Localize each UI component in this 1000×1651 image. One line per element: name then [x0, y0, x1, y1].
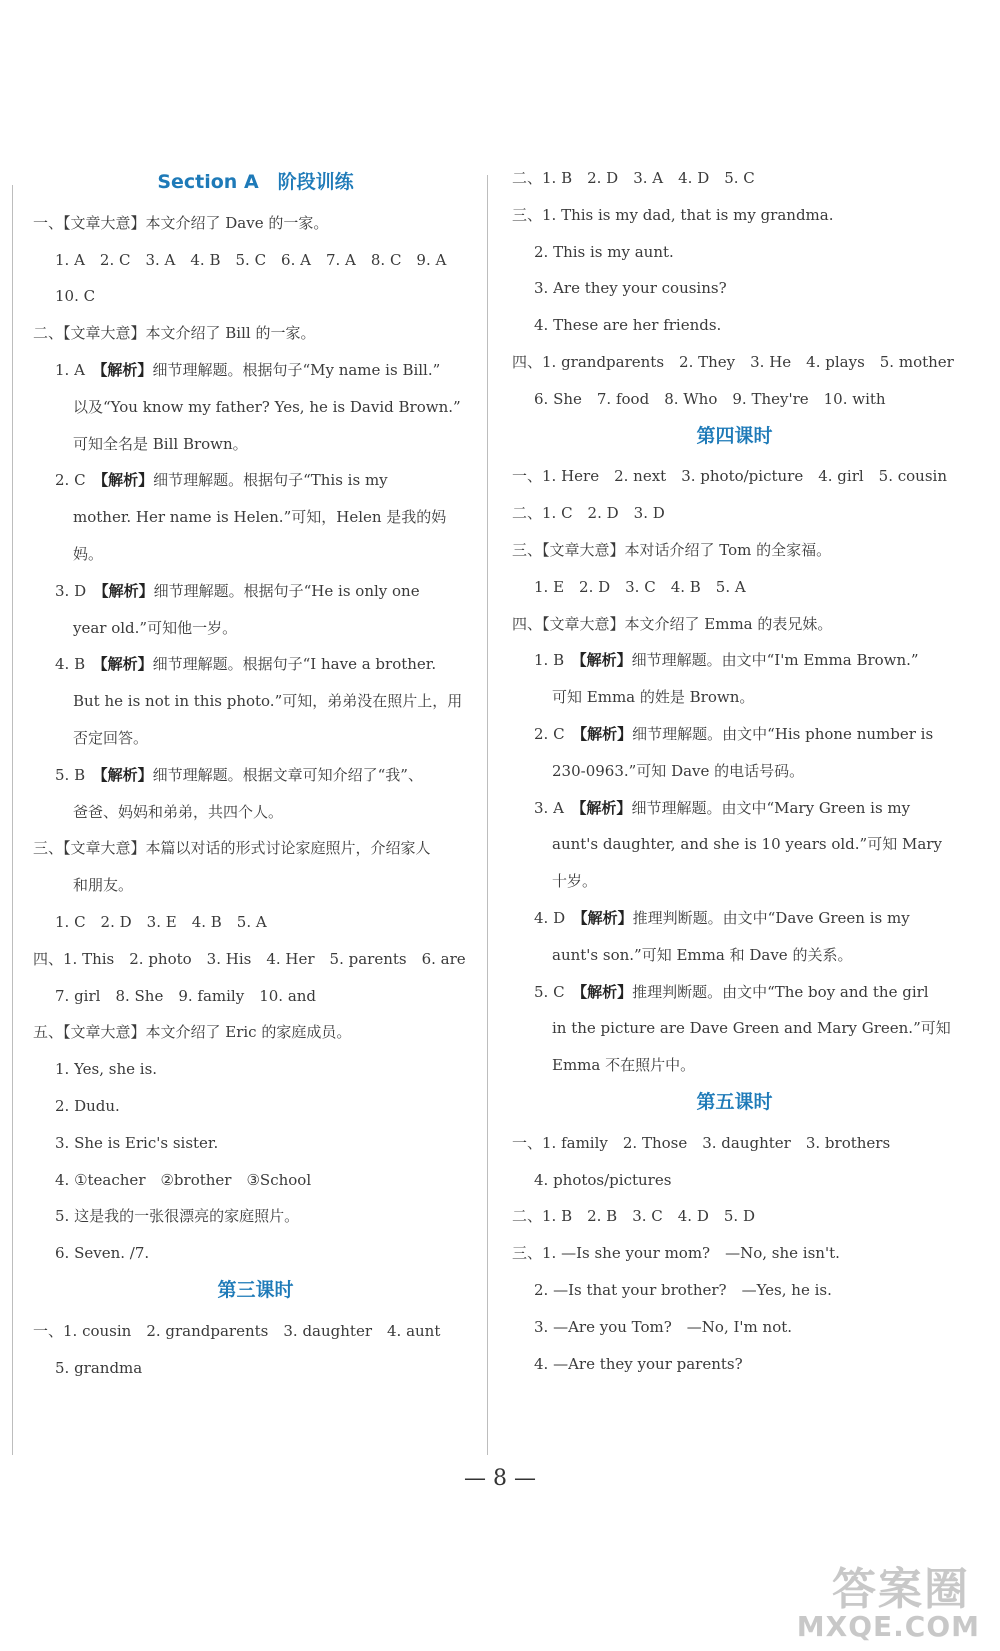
answer-line: mother. Her name is Helen.”可知，Helen 是我的妈	[73, 508, 447, 527]
answer-line: 1. A 2. C 3. A 4. B 5. C 6. A 7. A 8. C 9. A	[55, 250, 447, 269]
watermark-title: 答案圈	[832, 1564, 970, 1615]
analysis-tag: 【解析】	[578, 798, 632, 817]
answer-line: Emma 不在照片中。	[552, 1056, 696, 1075]
answer-line: 2. This is my aunt.	[534, 242, 674, 261]
answer-line	[55, 360, 440, 380]
analysis-text: 细节理解题。根据文章可知介绍了“我”、	[152, 765, 423, 784]
answer-line	[534, 650, 919, 670]
answer-line: 7. girl 8. She 9. family 10. and	[55, 986, 317, 1005]
answer-line: year old.”可知他一岁。	[73, 618, 238, 637]
question-number: 3. A	[534, 798, 579, 817]
answer-line: 可知全名是 Bill Brown。	[73, 434, 248, 453]
answer-line: 以及“You know my father? Yes, he is David Brown.”	[73, 397, 461, 416]
question-number: 1. B	[534, 651, 580, 670]
answer-line: 1. C 2. D 3. E 4. B 5. A	[55, 913, 267, 931]
answer-line: 二、【文章大意】本文介绍了 Bill 的一家。	[33, 324, 316, 343]
answer-line: 一、1. Here 2. next 3. photo/picture 4. girl 5. cousin	[512, 467, 947, 486]
answer-line: 三、【文章大意】本对话介绍了 Tom 的全家福。	[512, 541, 832, 559]
analysis-tag: 【解析】	[101, 581, 154, 600]
question-number: 4. D	[534, 909, 581, 927]
answer-line: 6. Seven. /7.	[55, 1244, 150, 1263]
section-heading: 第五课时	[696, 1091, 773, 1113]
answer-line: 4. ①teacher ②brother ③School	[55, 1170, 312, 1189]
answer-line: 四、1. grandparents 2. They 3. He 4. plays 5. mother	[512, 353, 954, 371]
answer-line: 6. She 7. food 8. Who 9. They're 10. with	[534, 389, 886, 408]
watermark-url: MXQE.COM	[796, 1610, 980, 1643]
answer-line: 3. Are they your cousins?	[534, 279, 727, 298]
analysis-tag: 【解析】	[100, 655, 153, 674]
answer-line: 二、1. C 2. D 3. D	[512, 504, 665, 523]
analysis-tag: 【解析】	[579, 651, 632, 670]
answer-line: 一、【文章大意】本文介绍了 Dave 的一家。	[33, 213, 329, 232]
answer-line: 二、1. B 2. D 3. A 4. D 5. C	[512, 169, 755, 187]
answer-line: 三、1. —Is she your mom? —No, she isn't.	[512, 1244, 840, 1263]
analysis-tag: 【解析】	[100, 471, 154, 490]
analysis-tag: 【解析】	[579, 982, 633, 1001]
answer-line: 4. —Are they your parents?	[534, 1354, 743, 1373]
answer-line: 一、1. cousin 2. grandparents 3. daughter 4. aunt	[33, 1321, 441, 1340]
answer-line: 2. Dudu.	[55, 1097, 120, 1115]
answer-line	[55, 765, 423, 785]
watermark-logo	[760, 1553, 980, 1643]
answer-line: aunt's daughter, and she is 10 years old.”可知 Mary	[552, 835, 942, 854]
answer-line: 1. Yes, she is.	[55, 1060, 158, 1079]
left-margin-rule	[12, 185, 13, 1455]
answer-line	[55, 470, 388, 490]
question-number: 1. A	[55, 361, 100, 379]
answer-line: 和朋友。	[73, 876, 134, 895]
answer-line: 5. grandma	[55, 1358, 143, 1377]
question-number: 4. B	[55, 655, 101, 674]
answer-line: 否定回答。	[73, 729, 149, 747]
answer-line: 4. photos/pictures	[534, 1170, 672, 1189]
analysis-text: 细节理解题。由文中“His phone number is	[632, 725, 934, 743]
answer-line: But he is not in this photo.”可知，弟弟没在照片上，用	[73, 692, 463, 711]
question-number: 5. B	[55, 765, 101, 784]
answer-line: 妈。	[73, 545, 104, 563]
analysis-text: 推理判断题。由文中“The boy and the girl	[632, 982, 929, 1001]
answer-line	[55, 581, 420, 601]
answer-line: 二、1. B 2. B 3. C 4. D 5. D	[512, 1207, 755, 1226]
answer-line: 四、【文章大意】本文介绍了 Emma 的表兄妹。	[512, 614, 833, 633]
answer-line: 四、1. This 2. photo 3. His 4. Her 5. parents 6. are	[33, 949, 466, 968]
answer-line: 2. —Is that your brother? —Yes, he is.	[534, 1281, 832, 1299]
answer-line	[534, 798, 910, 818]
section-heading: 第三课时	[217, 1279, 294, 1301]
answer-line	[534, 908, 910, 928]
answer-line: 230-0963.”可知 Dave 的电话号码。	[552, 761, 805, 780]
answer-line: 可知 Emma 的姓是 Brown。	[552, 688, 755, 707]
answer-line	[534, 982, 929, 1002]
section-heading: Section A 阶段训练	[157, 171, 354, 193]
section-heading: 第四课时	[696, 424, 773, 447]
analysis-text: 细节理解题。根据句子“I have a brother.	[152, 655, 437, 674]
analysis-text: 细节理解题。根据句子“My name is Bill.”	[152, 361, 441, 379]
page-number: — 8 —	[464, 1466, 536, 1491]
answer-line: 5. 这是我的一张很漂亮的家庭照片。	[55, 1207, 300, 1226]
answer-line: 十岁。	[552, 872, 598, 891]
answer-line: 三、【文章大意】本篇以对话的形式讨论家庭照片，介绍家人	[33, 839, 431, 858]
answer-line: 一、1. family 2. Those 3. daughter 3. brothers	[512, 1133, 891, 1152]
answer-line: 10. C	[55, 287, 96, 306]
analysis-text: 细节理解题。由文中“I'm Emma Brown.”	[631, 651, 919, 670]
answer-line: 三、1. This is my dad, that is my grandma.	[512, 205, 834, 224]
analysis-text: 细节理解题。根据句子“He is only one	[153, 581, 420, 600]
question-number: 3. D	[55, 581, 102, 600]
analysis-text: 推理判断题。由文中“Dave Green is my	[632, 909, 910, 927]
analysis-tag: 【解析】	[99, 361, 153, 379]
answer-line: 五、【文章大意】本文介绍了 Eric 的家庭成员。	[33, 1023, 352, 1042]
question-number: 2. C	[55, 471, 101, 490]
analysis-text: 细节理解题。由文中“Mary Green is my	[631, 798, 911, 817]
answer-line: aunt's son.”可知 Emma 和 Dave 的关系。	[552, 945, 853, 964]
answer-line: 1. E 2. D 3. C 4. B 5. A	[534, 577, 746, 596]
answer-line: 爸爸、妈妈和弟弟，共四个人。	[73, 802, 284, 821]
question-number: 2. C	[534, 725, 580, 743]
answer-line: 3. —Are you Tom? —No, I'm not.	[534, 1317, 793, 1336]
answer-line	[55, 654, 436, 674]
answer-line: 3. She is Eric's sister.	[55, 1133, 219, 1152]
analysis-tag: 【解析】	[100, 765, 153, 784]
column-divider	[487, 175, 488, 1455]
analysis-tag: 【解析】	[580, 909, 633, 927]
question-number: 5. C	[534, 982, 580, 1001]
answer-line: in the picture are Dave Green and Mary Green.”可知	[552, 1019, 951, 1038]
analysis-tag: 【解析】	[579, 725, 633, 743]
answer-line: 4. These are her friends.	[534, 316, 722, 335]
analysis-text: 细节理解题。根据句子“This is my	[153, 471, 388, 490]
answer-line	[534, 724, 933, 744]
